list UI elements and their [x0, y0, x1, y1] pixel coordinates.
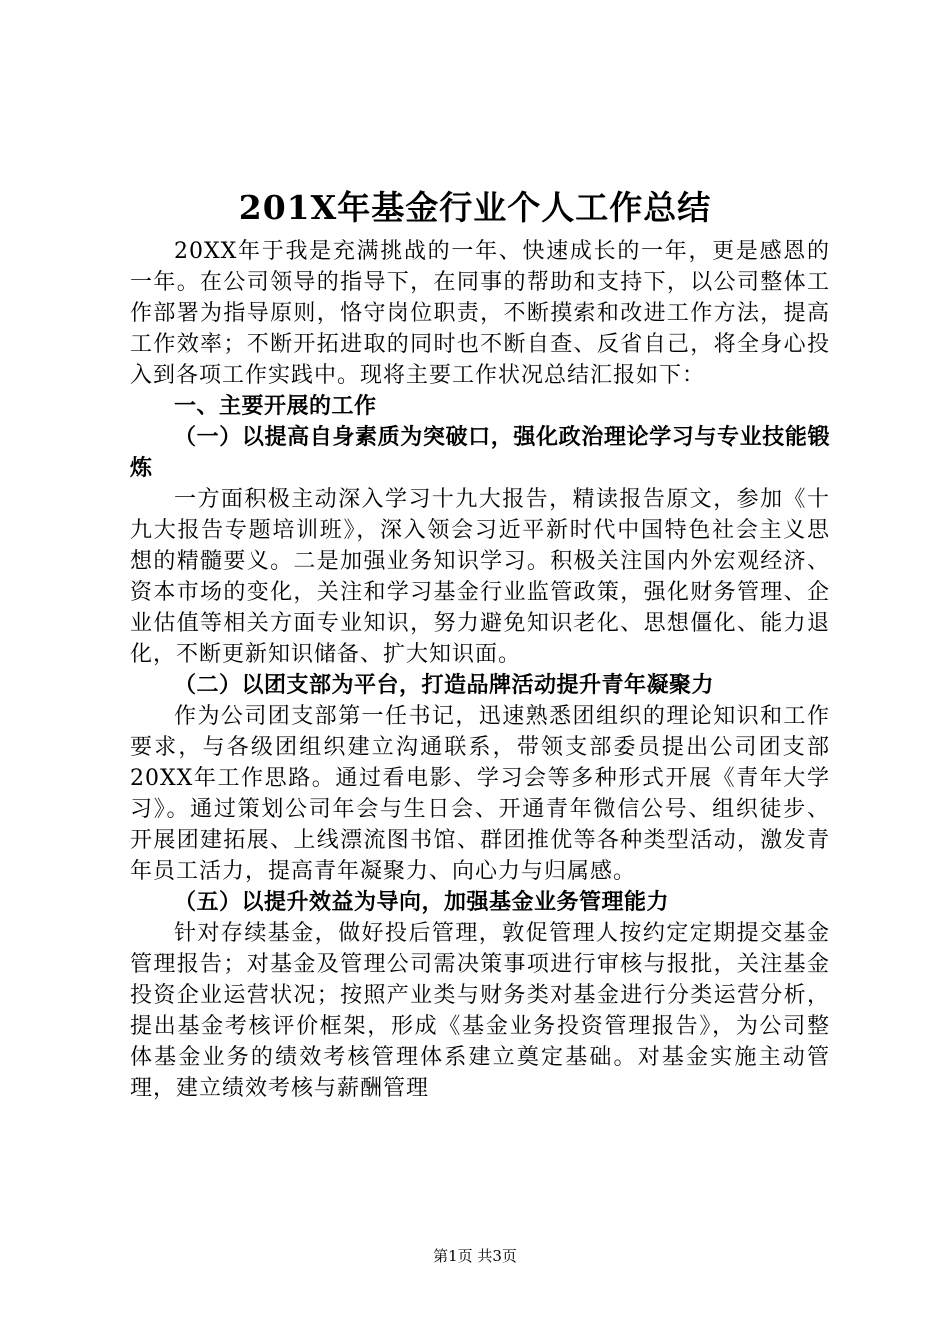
subsection-paragraph-2: 作为公司团支部第一任书记，迅速熟悉团组织的理论知识和工作要求，与各级团组织建立沟通联系，带领支部委员提出公司团支部20XX年工作思路。通过看电影、学习会等多种形式开展《青年大学习》。通过策划公司年会与生日会、开通青年微信公号、组织徒步、开展团建拓展、上线漂流图书馆、群团推优等各种类型活动，激发青年员工活力，提高青年凝聚力、向心力与归属感。 — [130, 704, 830, 884]
subsection-paragraph-1: 一方面积极主动深入学习十九大报告，精读报告原文，参加《十九大报告专题培训班》，深入领会习近平新时代中国特色社会主义思想的精髓要义。二是加强业务知识学习。积极关注国内外宏观经济、资本市场的变化，关注和学习基金行业监管政策，强化财务管理、企业估值等相关方面专业知识，努力避免知识老化、思想僵化、能力退化，不断更新知识储备、扩大知识面。 — [130, 487, 830, 667]
subsection-paragraph-3: 针对存续基金，做好投后管理，敦促管理人按约定定期提交基金管理报告；对基金及管理公司需决策事项进行审核与报批，关注基金投资企业运营状况；按照产业类与财务类对基金进行分类运营分析，提出基金考核评价框架，形成《基金业务投资管理报告》，为公司整体基金业务的绩效考核管理体系建立奠定基础。对基金实施主动管理，建立绩效考核与薪酬管理 — [130, 921, 830, 1101]
document-body — [130, 236, 830, 1104]
section-heading: 一、主要开展的工作 — [174, 394, 377, 419]
intro-paragraph: 20XX年于我是充满挑战的一年、快速成长的一年，更是感恩的一年。在公司领导的指导下，在同事的帮助和支持下，以公司整体工作部署为指导原则，恪守岗位职责，不断摸索和改进工作方法，提高工作效率；不断开拓进取的同时也不断自查、反省自己，将全身心投入到各项工作实践中。现将主要工作状况总结汇报如下： — [130, 239, 830, 388]
subsection-heading-2: （二）以团支部为平台，打造品牌活动提升青年凝聚力 — [174, 673, 715, 698]
document-title: 201X年基金行业个人工作总结 — [238, 188, 712, 227]
page-number-footer: 第1页 共3页 — [433, 1247, 517, 1265]
subsection-heading-1: （一）以提高自身素质为突破口，强化政治理论学习与专业技能锻炼 — [130, 425, 830, 481]
subsection-heading-3: （五）以提升效益为导向，加强基金业务管理能力 — [174, 890, 670, 915]
